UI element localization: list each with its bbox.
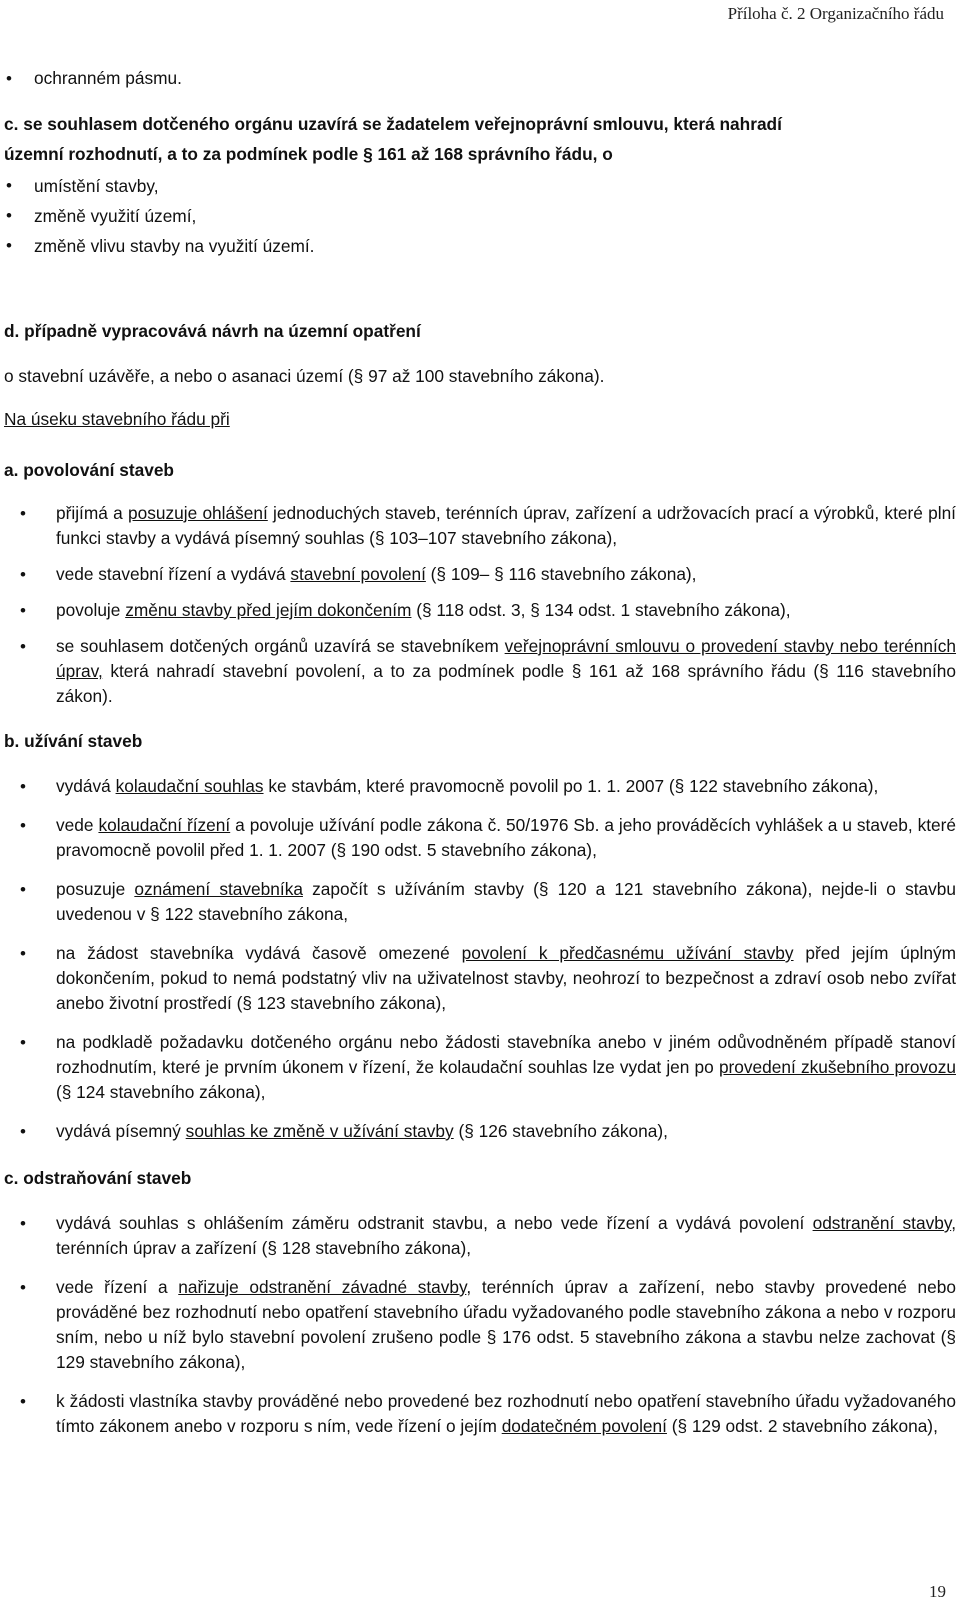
list-item: • změně vlivu stavby na využití území. xyxy=(4,231,956,261)
underlined-term[interactable]: odstranění stavby xyxy=(812,1213,952,1233)
list-item: • vydává kolaudační souhlas ke stavbám, které pravomocně povolil po 1. 1. 2007 (§ 122 stavebního zákona), xyxy=(4,774,956,799)
list-item: • vydává písemný souhlas ke změně v užívání stavby (§ 126 stavebního zákona), xyxy=(4,1119,956,1144)
list-item: • ochranném pásmu. xyxy=(4,66,956,91)
list-item: • na podkladě požadavku dotčeného orgánu nebo žádosti stavebníka anebo v jiném odůvodněném případě stanoví rozhodnutím, které je prvním úkonem v řízení, že kolaudační souhlas lze vydat jen po provedení zkušebního provozu (§ 124 stavebního zákona), xyxy=(4,1030,956,1105)
underlined-term[interactable]: změnu stavby před jejím dokončením xyxy=(125,600,412,620)
list-item: • posuzuje oznámení stavebníka započít s užíváním stavby (§ 120 a 121 stavebního zákona), nejde-li o stavbu uvedenou v § 122 stavebního zákona, xyxy=(4,877,956,927)
section-b-heading: b. užívání staveb xyxy=(4,731,143,751)
underlined-term[interactable]: posuzuje ohlášení xyxy=(128,503,268,523)
running-header: Příloha č. 2 Organizačního řádu xyxy=(727,4,944,23)
list-item: • přijímá a posuzuje ohlášení jednoduchých staveb, terénních úprav, zařízení a udržovacích prací a výrobků, které plní funkci stavby a vydává písemný souhlas (§ 103–107 stavebního zákona), xyxy=(4,501,956,551)
page-number: 19 xyxy=(929,1582,946,1601)
section-d-text: o stavební uzávěře, a nebo o asanaci území (§ 97 až 100 stavebního zákona). xyxy=(4,366,605,386)
underlined-term[interactable]: veřejnoprávní smlouvu o provedení stavby nebo terénních úprav, xyxy=(56,636,957,681)
underlined-term[interactable]: dodatečném povolení xyxy=(501,1416,667,1436)
underlined-term[interactable]: oznámení stavebníka xyxy=(134,879,303,899)
section-c2-heading: c. odstraňování staveb xyxy=(4,1168,192,1188)
section-b-list xyxy=(4,774,956,1144)
top-bullet-list xyxy=(4,66,956,91)
underlined-term[interactable]: kolaudační souhlas xyxy=(115,776,264,796)
list-item: • vede kolaudační řízení a povoluje užívání podle zákona č. 50/1976 Sb. a jeho prováděcích vyhlášek a u staveb, které pravomocně povolil před 1. 1. 2007 (§ 190 odst. 5 stavebního zákona), xyxy=(4,813,956,863)
list-item: • vydává souhlas s ohlášením záměru odstranit stavbu, a nebo vede řízení a vydává povolení odstranění stavby, terénních úprav a zařízení (§ 128 stavebního zákona), xyxy=(4,1211,956,1261)
section-a-heading: a. povolování staveb xyxy=(4,460,174,480)
document-body xyxy=(4,66,956,1439)
section-c1-list xyxy=(4,171,956,261)
section-c2-list xyxy=(4,1211,956,1439)
underlined-term[interactable]: nařizuje odstranění závadné stavby xyxy=(178,1277,467,1297)
section-d-heading: d. případně vypracovává návrh na územní opatření xyxy=(4,321,421,341)
list-item: • povoluje změnu stavby před jejím dokončením (§ 118 odst. 3, § 134 odst. 1 stavebního zákona), xyxy=(4,598,956,623)
section-c1-heading: c. se souhlasem dotčeného orgánu uzavírá se žadatelem veřejnoprávní smlouvu, která nahradí územní rozhodnutí, a to za podmínek podle § 161 až 168 správního řádu, o xyxy=(4,114,782,164)
list-item: • změně využití území, xyxy=(4,201,956,231)
list-item: • umístění stavby, xyxy=(4,171,956,201)
underlined-term[interactable]: kolaudační řízení xyxy=(98,815,231,835)
underlined-term[interactable]: provedení zkušebního provozu xyxy=(718,1057,956,1077)
list-item: • se souhlasem dotčených orgánů uzavírá se stavebníkem veřejnoprávní smlouvu o provedení stavby nebo terénních úprav, která nahradí stavební povolení, a to za podmínek podle § 161 až 168 správního řádu (§ 116 stavebního zákon). xyxy=(4,634,956,709)
section-d-link[interactable]: Na úseku stavebního řádu při xyxy=(4,409,230,429)
list-item: • vede stavební řízení a vydává stavební povolení (§ 109– § 116 stavebního zákona), xyxy=(4,562,956,587)
underlined-term[interactable]: souhlas ke změně v užívání stavby xyxy=(185,1121,454,1141)
list-item: • k žádosti vlastníka stavby prováděné nebo provedené bez rozhodnutí nebo opatření stavebního úřadu vyžadovaného tímto zákonem anebo v rozporu s ním, vede řízení o jejím dodatečném povolení (§ 129 odst. 2 stavebního zákona), xyxy=(4,1389,956,1439)
list-item: • na žádost stavebníka vydává časově omezené povolení k předčasnému užívání stavby před jejím úplným dokončením, pokud to nemá podstatný vliv na uživatelnost stavby, neohrozí to bezpečnost a zdraví osob nebo zvířat anebo životní prostředí (§ 123 stavebního zákona), xyxy=(4,941,956,1016)
underlined-term[interactable]: povolení k předčasnému užívání stavby xyxy=(461,943,794,963)
underlined-term[interactable]: stavební povolení xyxy=(290,564,426,584)
section-a-list xyxy=(4,501,956,709)
list-item: • vede řízení a nařizuje odstranění závadné stavby, terénních úprav a zařízení, nebo stavby provedené nebo prováděné bez rozhodnutí nebo opatření stavebního úřadu vyžadovaného podle stavebního zákona a nebo v rozporu sním, nebo u níž bylo stavební povolení zrušeno podle § 176 odst. 5 stavebního zákona a stavbu nelze zachovat (§ 129 stavebního zákona), xyxy=(4,1275,956,1375)
